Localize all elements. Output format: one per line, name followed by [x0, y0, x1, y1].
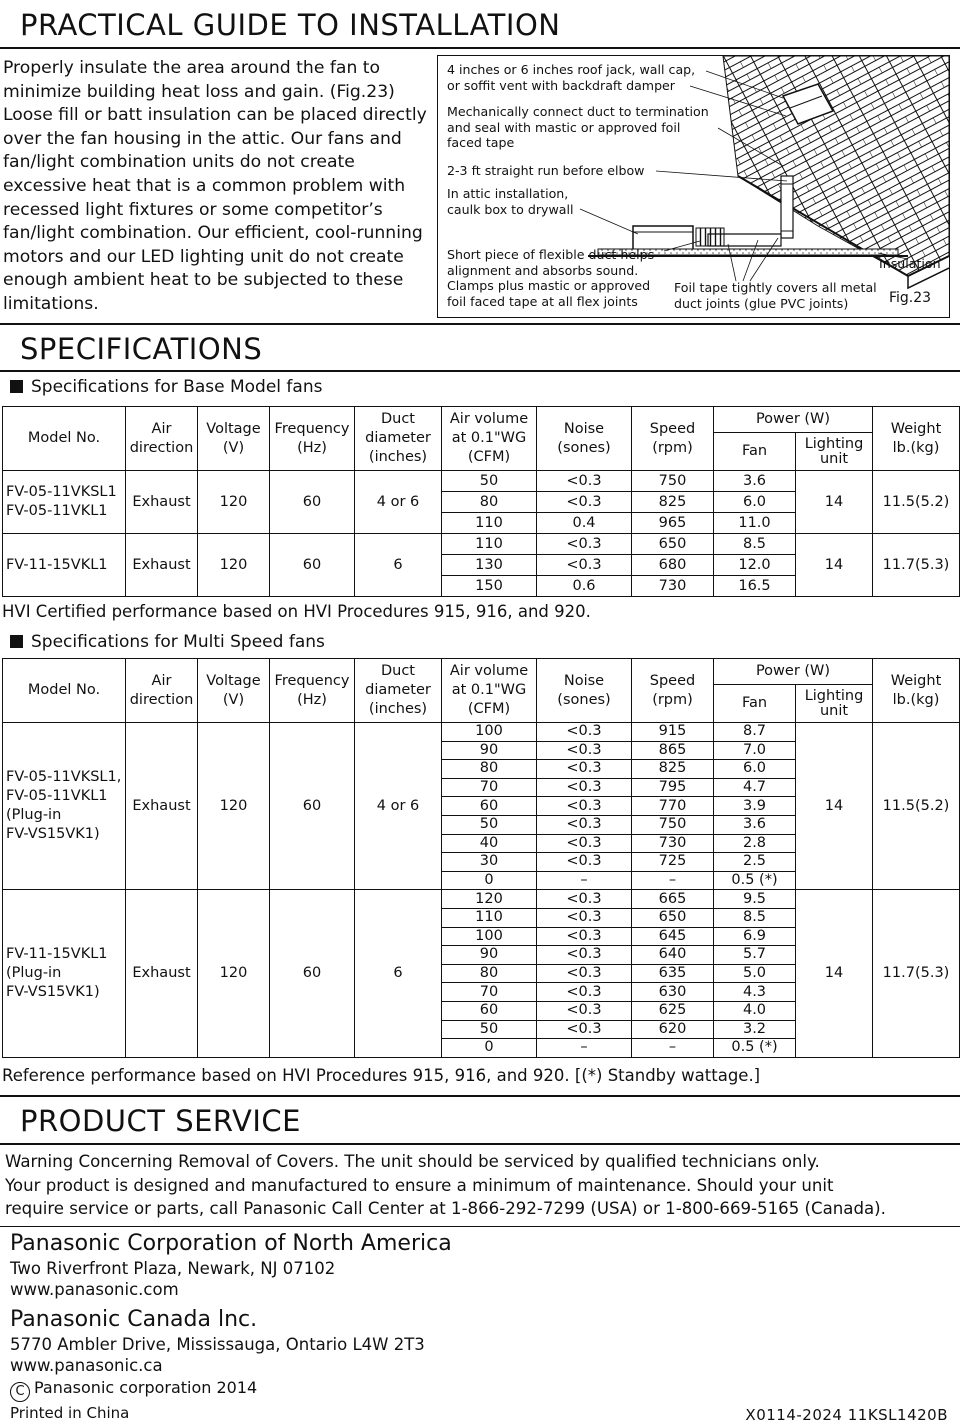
service-line-2: Your product is designed and manufactured to ensure a minimum of maintenance. Should your unit	[5, 1175, 834, 1195]
website-na[interactable]: www.panasonic.com	[10, 1280, 179, 1299]
col-air-volume: Air volume at 0.1"WG (CFM)	[442, 407, 537, 471]
air-direction: Exhaust	[126, 534, 198, 597]
air-volume: 150	[442, 576, 537, 597]
fan-power: 6.0	[714, 760, 796, 779]
duct-diameter: 4 or 6	[355, 471, 442, 534]
fan-power: 12.0	[714, 555, 796, 576]
air-volume: 60	[442, 1001, 537, 1020]
col-frequency: Frequency (Hz)	[270, 407, 355, 471]
col-weight: Weight lb.(kg)	[873, 659, 960, 723]
square-bullet-icon	[10, 380, 23, 393]
noise: –	[537, 1039, 632, 1058]
callout-straight-run: 2-3 ft straight run before elbow	[447, 163, 645, 178]
website-ca[interactable]: www.panasonic.ca	[10, 1356, 163, 1375]
speed: 640	[632, 946, 714, 965]
address-north-america	[10, 1229, 452, 1300]
divider	[0, 1095, 960, 1097]
weight: 11.5(5.2)	[873, 471, 960, 534]
speed: 635	[632, 964, 714, 983]
air-volume: 50	[442, 815, 537, 834]
fan-power: 3.2	[714, 1020, 796, 1039]
multi-spec-title: Specifications for Multi Speed fans	[31, 632, 325, 652]
flex-duct	[696, 228, 724, 246]
frequency: 60	[270, 890, 355, 1057]
fan-power: 0.5 (*)	[714, 1039, 796, 1058]
air-volume: 120	[442, 890, 537, 909]
fan-power: 3.6	[714, 815, 796, 834]
col-speed: Speed (rpm)	[632, 407, 714, 471]
callout-attic: In attic installation, caulk box to drywall	[447, 186, 574, 217]
divider	[0, 1143, 960, 1145]
air-direction: Exhaust	[126, 723, 198, 890]
air-volume: 130	[442, 555, 537, 576]
callout-foil-tape: Foil tape tightly covers all metal duct joints (glue PVC joints)	[674, 280, 877, 311]
noise: <0.3	[537, 890, 632, 909]
speed: 750	[632, 815, 714, 834]
divider	[0, 1226, 960, 1227]
speed: 650	[632, 534, 714, 555]
speed: 730	[632, 834, 714, 853]
fan-power: 5.7	[714, 946, 796, 965]
noise: <0.3	[537, 492, 632, 513]
fan-power: 3.6	[714, 471, 796, 492]
company-name-ca: Panasonic Canada lnc.	[10, 1307, 258, 1332]
frequency: 60	[270, 723, 355, 890]
frequency: 60	[270, 471, 355, 534]
fan-power: 9.5	[714, 890, 796, 909]
col-duct: Duct diameter (inches)	[355, 659, 442, 723]
fan-power: 8.7	[714, 723, 796, 742]
noise: <0.3	[537, 534, 632, 555]
air-volume: 110	[442, 513, 537, 534]
multi-spec-note: Reference performance based on HVI Procedures 915, 916, and 920. [(*) Standby wattage.]	[2, 1066, 761, 1085]
air-volume: 110	[442, 534, 537, 555]
air-volume: 50	[442, 471, 537, 492]
speed: 795	[632, 778, 714, 797]
col-power: Power (W)	[714, 407, 873, 433]
col-power: Power (W)	[714, 659, 873, 685]
base-spec-subhead	[10, 377, 322, 397]
lighting-power: 14	[796, 534, 873, 597]
speed: 750	[632, 471, 714, 492]
base-spec-title: Specifications for Base Model fans	[31, 377, 323, 397]
noise: <0.3	[537, 983, 632, 1002]
speed: 915	[632, 723, 714, 742]
speed: 665	[632, 890, 714, 909]
air-volume: 100	[442, 927, 537, 946]
lighting-power: 14	[796, 890, 873, 1057]
fan-power: 8.5	[714, 908, 796, 927]
air-direction: Exhaust	[126, 890, 198, 1057]
air-volume: 70	[442, 983, 537, 1002]
duct-diameter: 4 or 6	[355, 723, 442, 890]
fan-power: 0.5 (*)	[714, 871, 796, 890]
noise: <0.3	[537, 1020, 632, 1039]
service-line-3: require service or parts, call Panasonic Call Center at 1-866-292-7299 (USA) or 1-800-669-5165 (Canada).	[5, 1199, 886, 1218]
col-power-lighting: Lighting unit	[796, 685, 873, 723]
fan-power: 11.0	[714, 513, 796, 534]
duct-diameter: 6	[355, 534, 442, 597]
speed: 630	[632, 983, 714, 1002]
multi-spec-table	[2, 658, 960, 1058]
col-power-fan: Fan	[714, 433, 796, 471]
frequency: 60	[270, 534, 355, 597]
speed: –	[632, 1039, 714, 1058]
speed: 650	[632, 908, 714, 927]
fan-power: 2.8	[714, 834, 796, 853]
noise: <0.3	[537, 815, 632, 834]
document-code: X0114-2024 11KSL1420B	[745, 1406, 948, 1424]
callout-roof-jack: 4 inches or 6 inches roof jack, wall cap, or soffit vent with backdraft damper	[447, 62, 696, 93]
air-volume: 60	[442, 797, 537, 816]
noise: <0.3	[537, 834, 632, 853]
fan-power: 2.5	[714, 853, 796, 872]
noise: <0.3	[537, 778, 632, 797]
base-spec-table	[2, 406, 960, 597]
col-speed: Speed (rpm)	[632, 659, 714, 723]
speed: 645	[632, 927, 714, 946]
speed: 825	[632, 492, 714, 513]
speed: 825	[632, 760, 714, 779]
noise: <0.3	[537, 471, 632, 492]
noise: <0.3	[537, 797, 632, 816]
air-volume: 70	[442, 778, 537, 797]
air-volume: 90	[442, 946, 537, 965]
col-model: Model No.	[3, 407, 126, 471]
noise: <0.3	[537, 927, 632, 946]
noise: <0.3	[537, 1001, 632, 1020]
col-model: Model No.	[3, 659, 126, 723]
noise: 0.6	[537, 576, 632, 597]
weight: 11.7(5.3)	[873, 534, 960, 597]
lighting-power: 14	[796, 471, 873, 534]
divider	[0, 370, 960, 372]
fan-power: 16.5	[714, 576, 796, 597]
fan-power: 6.9	[714, 927, 796, 946]
voltage: 120	[198, 723, 270, 890]
noise: –	[537, 871, 632, 890]
fan-power: 4.7	[714, 778, 796, 797]
air-volume: 40	[442, 834, 537, 853]
noise: <0.3	[537, 723, 632, 742]
noise: <0.3	[537, 741, 632, 760]
air-volume: 50	[442, 1020, 537, 1039]
noise: <0.3	[537, 760, 632, 779]
fan-power: 4.0	[714, 1001, 796, 1020]
speed: 725	[632, 853, 714, 872]
noise: <0.3	[537, 853, 632, 872]
speed: 680	[632, 555, 714, 576]
air-direction: Exhaust	[126, 471, 198, 534]
noise: <0.3	[537, 555, 632, 576]
fan-power: 3.9	[714, 797, 796, 816]
table-row	[3, 723, 960, 742]
speed: 730	[632, 576, 714, 597]
copyright-icon: C	[10, 1382, 30, 1402]
weight: 11.5(5.2)	[873, 723, 960, 890]
printed-in: Printed in China	[10, 1404, 130, 1422]
address-na: Two Riverfront Plaza, Newark, NJ 07102	[10, 1259, 336, 1278]
speed: –	[632, 871, 714, 890]
weight: 11.7(5.3)	[873, 890, 960, 1057]
air-volume: 80	[442, 760, 537, 779]
voltage: 120	[198, 890, 270, 1057]
copyright	[10, 1378, 257, 1402]
address-canada	[10, 1305, 425, 1376]
speed: 965	[632, 513, 714, 534]
fan-power: 8.5	[714, 534, 796, 555]
callout-flex-duct: Short piece of flexible duct helps alignment and absorbs sound. Clamps plus mastic or approved foil faced tape at all flex joints	[447, 247, 655, 309]
address-ca: 5770 Ambler Drive, Mississauga, Ontario L4W 2T3	[10, 1335, 425, 1354]
table-row	[3, 471, 960, 492]
col-power-fan: Fan	[714, 685, 796, 723]
voltage: 120	[198, 471, 270, 534]
col-voltage: Voltage (V)	[198, 659, 270, 723]
model-number: FV-05-11VKSL1 FV-05-11VKL1	[3, 471, 126, 534]
model-number: FV-05-11VKSL1, FV-05-11VKL1 (Plug-in FV-VS15VK1)	[3, 723, 126, 890]
air-volume: 100	[442, 723, 537, 742]
speed: 770	[632, 797, 714, 816]
col-weight: Weight lb.(kg)	[873, 407, 960, 471]
vertical-duct	[781, 176, 793, 238]
divider	[0, 47, 960, 49]
model-number: FV-11-15VKL1	[3, 534, 126, 597]
install-title: PRACTICAL GUIDE TO INSTALLATION	[20, 8, 561, 42]
speed: 865	[632, 741, 714, 760]
air-volume: 30	[442, 853, 537, 872]
service-text	[5, 1150, 945, 1221]
air-volume: 80	[442, 492, 537, 513]
table-row	[3, 534, 960, 555]
fan-power: 7.0	[714, 741, 796, 760]
copyright-text: Panasonic corporation 2014	[34, 1378, 258, 1397]
figure-label: Fig.23	[889, 290, 932, 306]
service-warning: Warning Concerning Removal of Covers. The unit should be serviced by qualified technicians only.	[5, 1152, 820, 1171]
col-air-direction: Air direction	[126, 407, 198, 471]
fan-power: 6.0	[714, 492, 796, 513]
company-name-na: Panasonic Corporation of North America	[10, 1231, 452, 1256]
divider	[0, 323, 960, 325]
base-spec-note: HVI Certified performance based on HVI Procedures 915, 916, and 920.	[2, 602, 591, 621]
col-duct: Duct diameter (inches)	[355, 407, 442, 471]
noise: 0.4	[537, 513, 632, 534]
model-number: FV-11-15VKL1 (Plug-in FV-VS15VK1)	[3, 890, 126, 1057]
col-noise: Noise (sones)	[537, 659, 632, 723]
service-title: PRODUCT SERVICE	[20, 1104, 301, 1138]
fan-power: 5.0	[714, 964, 796, 983]
speed: 620	[632, 1020, 714, 1039]
col-air-volume: Air volume at 0.1"WG (CFM)	[442, 659, 537, 723]
table-row	[3, 890, 960, 909]
duct-diameter: 6	[355, 890, 442, 1057]
callout-connect-duct: Mechanically connect duct to termination and seal with mastic or approved foil faced tape	[447, 104, 709, 150]
air-volume: 0	[442, 871, 537, 890]
col-power-lighting: Lighting unit	[796, 433, 873, 471]
air-volume: 90	[442, 741, 537, 760]
air-volume: 80	[442, 964, 537, 983]
speed: 625	[632, 1001, 714, 1020]
voltage: 120	[198, 534, 270, 597]
col-noise: Noise (sones)	[537, 407, 632, 471]
fan-power: 4.3	[714, 983, 796, 1002]
noise: <0.3	[537, 908, 632, 927]
square-bullet-icon	[10, 635, 23, 648]
installation-figure	[437, 55, 950, 318]
noise: <0.3	[537, 964, 632, 983]
spec-title: SPECIFICATIONS	[20, 332, 263, 366]
col-air-direction: Air direction	[126, 659, 198, 723]
noise: <0.3	[537, 946, 632, 965]
callout-insulation: Insulation	[879, 256, 941, 271]
air-volume: 0	[442, 1039, 537, 1058]
col-frequency: Frequency (Hz)	[270, 659, 355, 723]
air-volume: 110	[442, 908, 537, 927]
install-intro: Properly insulate the area around the fan to minimize building heat loss and gain. (Fig.23) Loose fill or batt insulation can be placed directly over the fan housing in the attic. Our fans and fan/light combination units do not create excessive heat that is a common problem with recessed light fixtures or some competitor’s fan/light combination. Our efficient, cool-running motors and our LED lighting unit do not create enough ambient heat to be subjected to these limitations.	[3, 58, 427, 314]
col-voltage: Voltage (V)	[198, 407, 270, 471]
lighting-power: 14	[796, 723, 873, 890]
multi-spec-subhead	[10, 632, 325, 652]
